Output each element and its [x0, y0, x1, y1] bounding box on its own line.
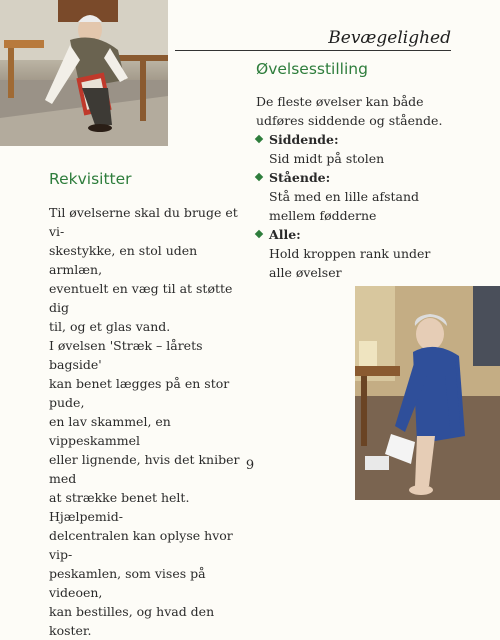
page-number: 9	[245, 458, 255, 473]
equipment-line: eventuelt en væg til at støtte dig	[49, 281, 233, 315]
exercise-position-intro	[256, 92, 446, 130]
photo-woman-stretching	[355, 286, 500, 500]
intro-line: De fleste øvelser kan både	[256, 94, 424, 109]
equipment-line: I øvelsen 'Stræk – lårets bagside'	[49, 338, 203, 372]
equipment-line: Til øvelserne skal du bruge et vi-	[49, 205, 238, 239]
equipment-line: eller lignende, hvis det kniber med	[49, 452, 240, 486]
list-item-sitting	[256, 130, 446, 168]
photo-man-bending-illustration	[0, 0, 168, 146]
heading-equipment: Rekvisitter	[49, 170, 132, 188]
list-item-standing	[256, 168, 446, 225]
equipment-line: peskamlen, som vises på videoen,	[49, 566, 206, 600]
photo-woman-stretching-illustration	[355, 286, 500, 500]
equipment-paragraph	[49, 203, 254, 640]
exercise-position-list	[256, 130, 446, 282]
running-head: Bevægelighed	[328, 28, 451, 48]
intro-line: udføres siddende og stående.	[256, 113, 443, 128]
bullet-diamond-icon	[255, 135, 263, 143]
list-item-label: Siddende:	[269, 132, 339, 147]
list-item-all	[256, 225, 446, 282]
equipment-line: skestykke, en stol uden armlæn,	[49, 243, 198, 277]
header-rule	[175, 50, 451, 51]
bullet-diamond-icon	[255, 173, 263, 181]
list-item-label: Stående:	[269, 170, 331, 185]
list-item-label: Alle:	[269, 227, 301, 242]
heading-exercise-position: Øvelsesstilling	[256, 60, 368, 78]
bullet-diamond-icon	[255, 230, 263, 238]
equipment-line: til, og et glas vand.	[49, 319, 171, 334]
list-item-text: alle øvelser	[269, 265, 342, 280]
equipment-line: kan benet lægges på en stor pude,	[49, 376, 230, 410]
equipment-line: at strække benet helt. Hjælpemid-	[49, 490, 190, 524]
list-item-text: Stå med en lille afstand	[269, 189, 420, 204]
list-item-text: Sid midt på stolen	[269, 151, 385, 166]
list-item-text: Hold kroppen rank under	[269, 246, 431, 261]
equipment-line: en lav skammel, en vippeskammel	[49, 414, 171, 448]
list-item-text: mellem fødderne	[269, 208, 377, 223]
equipment-line: kan bestilles, og hvad den koster.	[49, 604, 215, 638]
photo-man-bending	[0, 0, 168, 146]
equipment-line: delcentralen kan oplyse hvor vip-	[49, 528, 233, 562]
